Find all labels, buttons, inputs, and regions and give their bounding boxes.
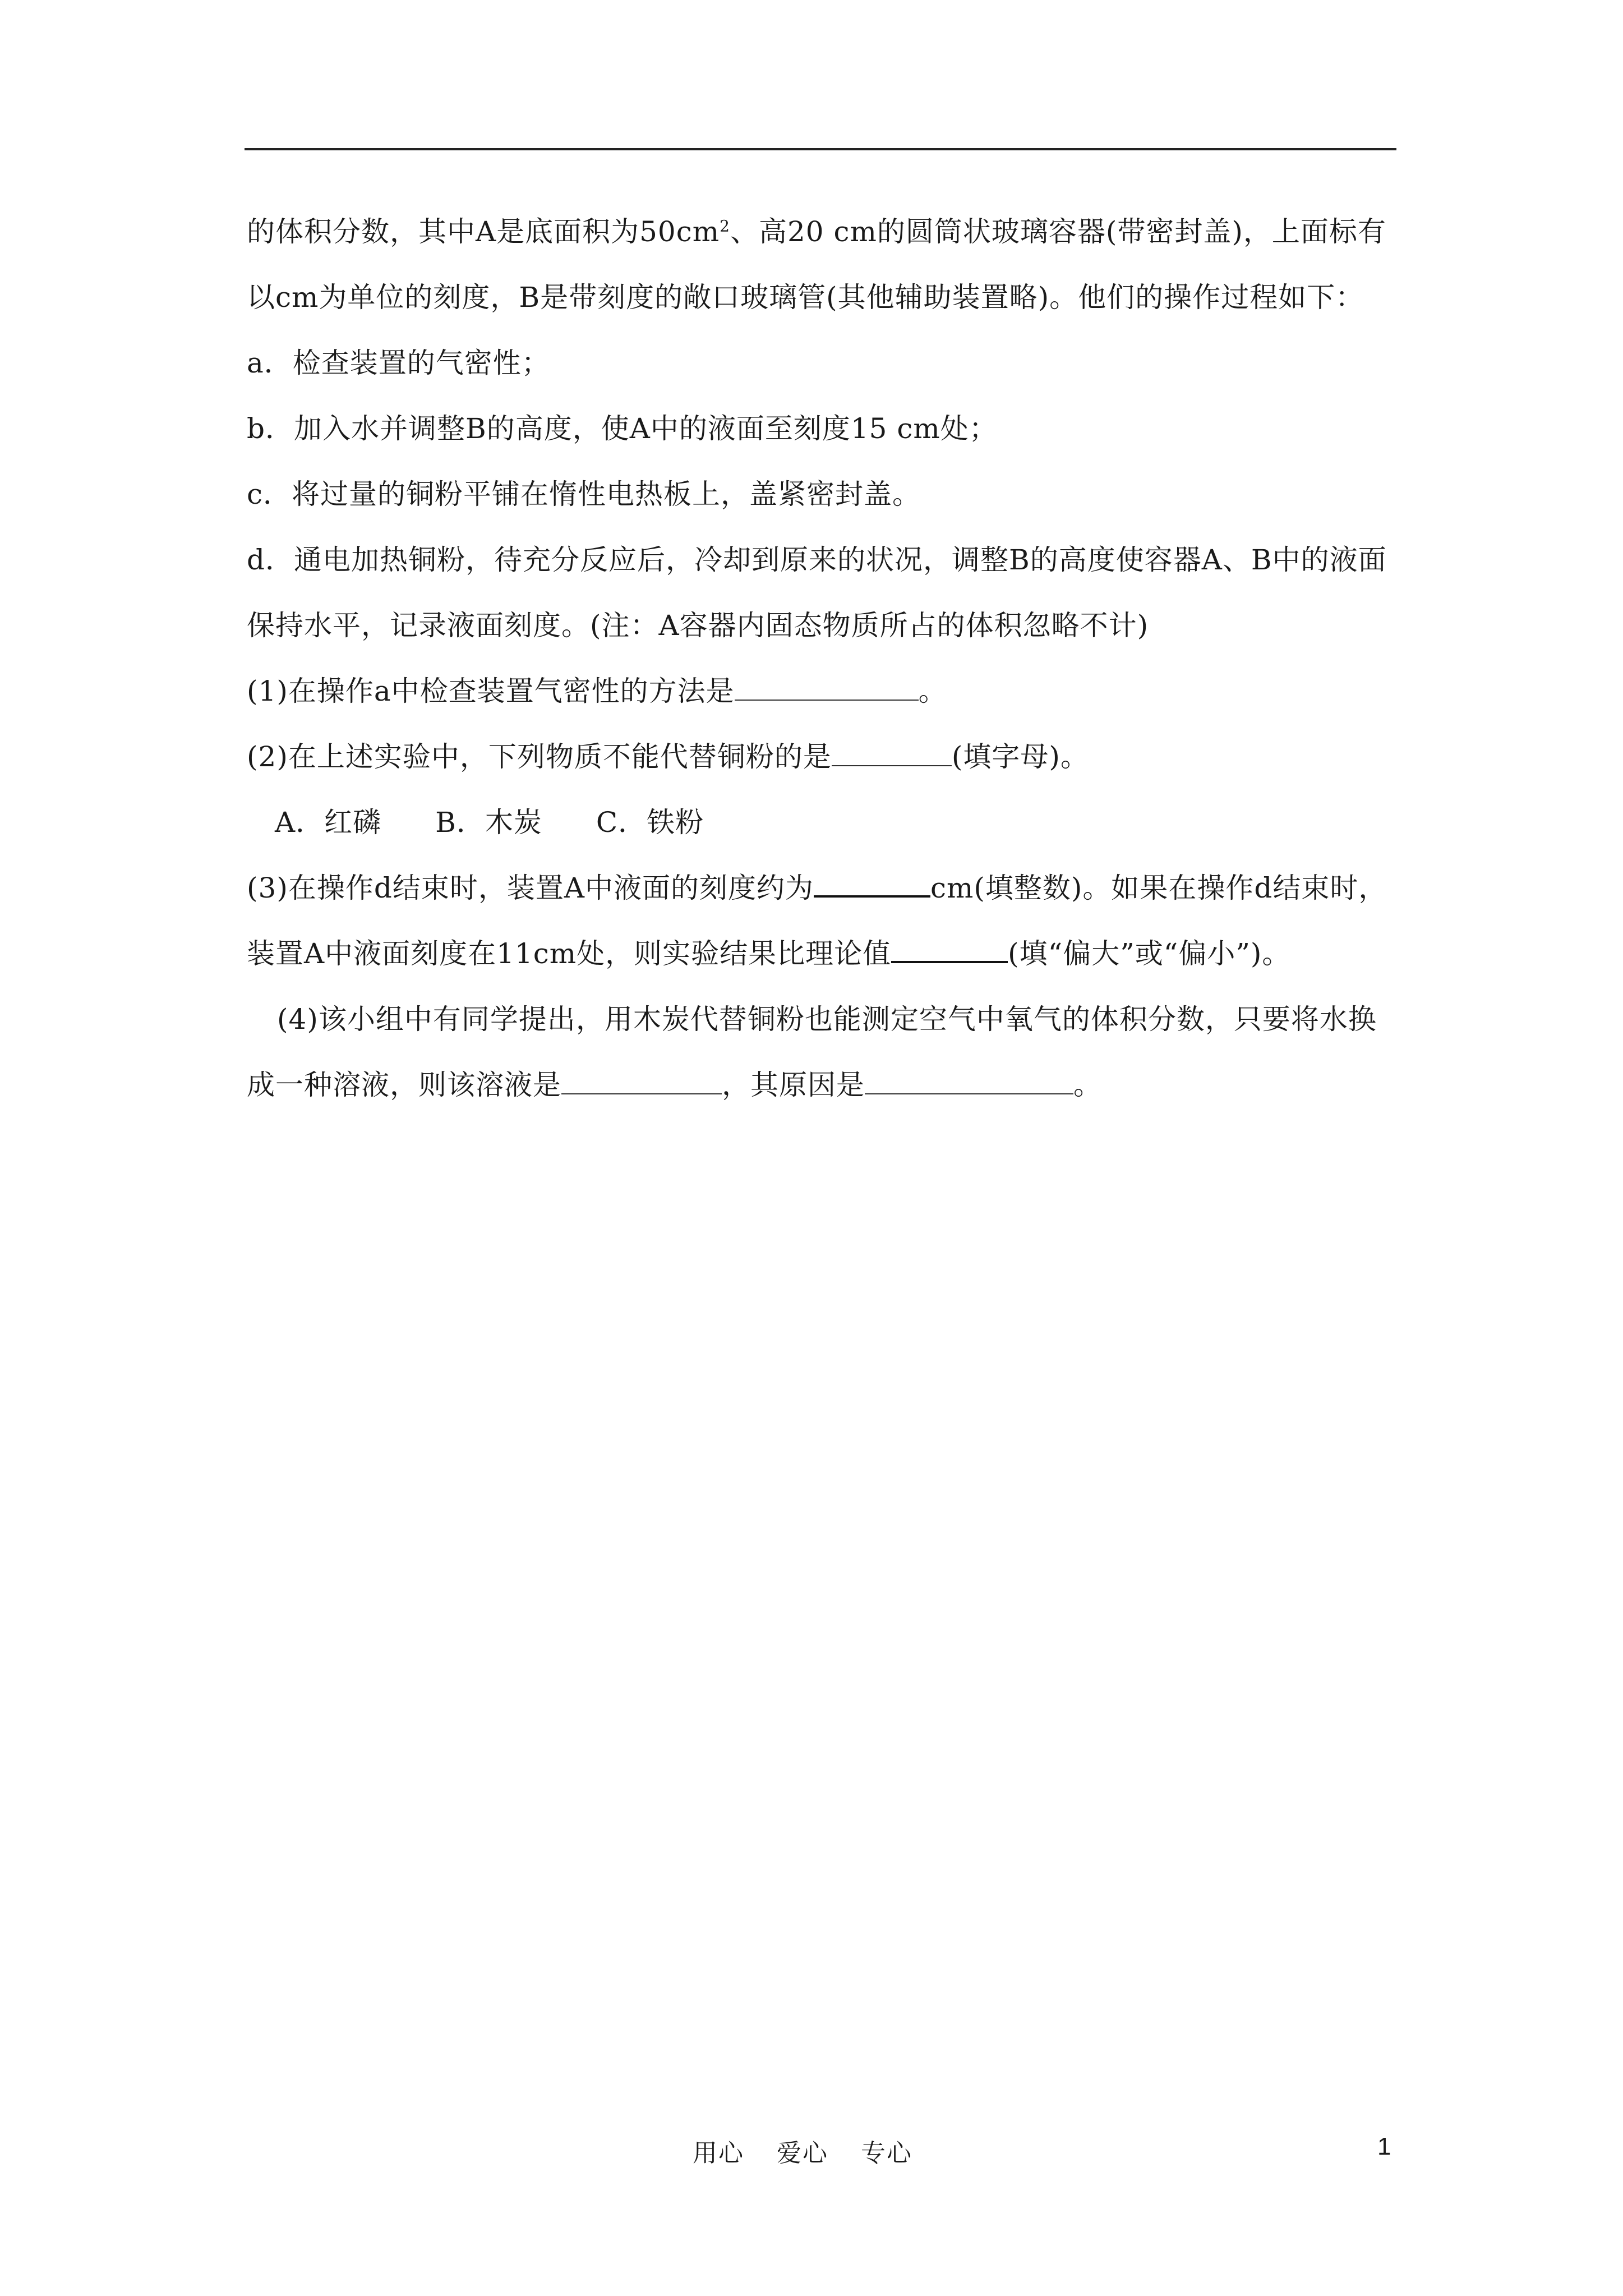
footer-motto-2: 爱心 — [777, 2139, 828, 2168]
question-1 — [247, 659, 1402, 724]
page-number: 1 — [1377, 2133, 1391, 2160]
question-3-line-1 — [247, 855, 1402, 921]
question-3-text-d: (填“偏大”或“偏小”)。 — [1008, 937, 1291, 970]
question-2-answer-blank[interactable] — [832, 744, 952, 766]
question-3-answer-blank-1[interactable] — [814, 874, 930, 898]
step-d-line-1: d．通电加热铜粉，待充分反应后，冷却到原来的状况，调整B的高度使容器A、B中的液面 — [247, 544, 1387, 576]
question-1-end: 。 — [918, 675, 947, 707]
question-4-line-1: (4)该小组中有同学提出，用木炭代替铜粉也能测定空气中氧气的体积分数，只要将水换 — [277, 1003, 1377, 1036]
question-4-line-2 — [247, 1052, 1402, 1118]
question-3-answer-blank-2[interactable] — [891, 940, 1008, 963]
option-c: C．铁粉 — [596, 806, 704, 839]
question-4-answer-blank-1[interactable] — [561, 1072, 722, 1094]
question-3-line-2 — [247, 921, 1402, 987]
intro-text-1b: 、高20 cm的圆筒状玻璃容器(带密封盖)，上面标有 — [730, 215, 1386, 248]
step-d-line-2: 保持水平，记录液面刻度。(注：A容器内固态物质所占的体积忽略不计) — [247, 609, 1149, 642]
question-3-text-b: cm(填整数)。如果在操作d结束时， — [930, 872, 1387, 904]
question-4-answer-blank-2[interactable] — [865, 1072, 1073, 1094]
intro-line-1 — [247, 199, 1402, 265]
header-rule — [245, 148, 1396, 150]
document-body — [247, 199, 1402, 1118]
footer-motto-3: 专心 — [861, 2139, 912, 2168]
question-4-end: 。 — [1073, 1069, 1102, 1101]
question-2-text: (2)在上述实验中，下列物质不能代替铜粉的是 — [247, 740, 832, 773]
intro-text-1a: 的体积分数，其中A是底面积为50cm — [247, 215, 720, 248]
question-2 — [247, 724, 1402, 790]
step-c: c．将过量的铜粉平铺在惰性电热板上，盖紧密封盖。 — [247, 478, 921, 510]
question-2-end: (填字母)。 — [951, 740, 1089, 773]
option-a: A．红磷 — [275, 806, 382, 839]
step-a: a．检查装置的气密性； — [247, 347, 550, 379]
question-1-text: (1)在操作a中检查装置气密性的方法是 — [247, 675, 735, 707]
question-4-text-a: 成一种溶液，则该溶液是 — [247, 1069, 561, 1101]
question-4-text-b: ，其原因是 — [722, 1069, 865, 1101]
superscript-2: 2 — [720, 217, 730, 236]
footer-motto — [693, 2133, 912, 2169]
question-3-text-c: 装置A中液面刻度在11cm处，则实验结果比理论值 — [247, 937, 892, 970]
step-b: b．加入水并调整B的高度，使A中的液面至刻度15 cm处； — [247, 412, 998, 445]
footer-motto-1: 用心 — [693, 2139, 744, 2168]
option-b: B．木炭 — [435, 806, 542, 839]
question-2-options — [247, 790, 1402, 855]
intro-line-2: 以cm为单位的刻度，B是带刻度的敞口玻璃管(其他辅助装置略)。他们的操作过程如下： — [247, 281, 1364, 314]
question-1-answer-blank[interactable] — [735, 678, 919, 701]
question-3-text-a: (3)在操作d结束时，装置A中液面的刻度约为 — [247, 872, 814, 904]
